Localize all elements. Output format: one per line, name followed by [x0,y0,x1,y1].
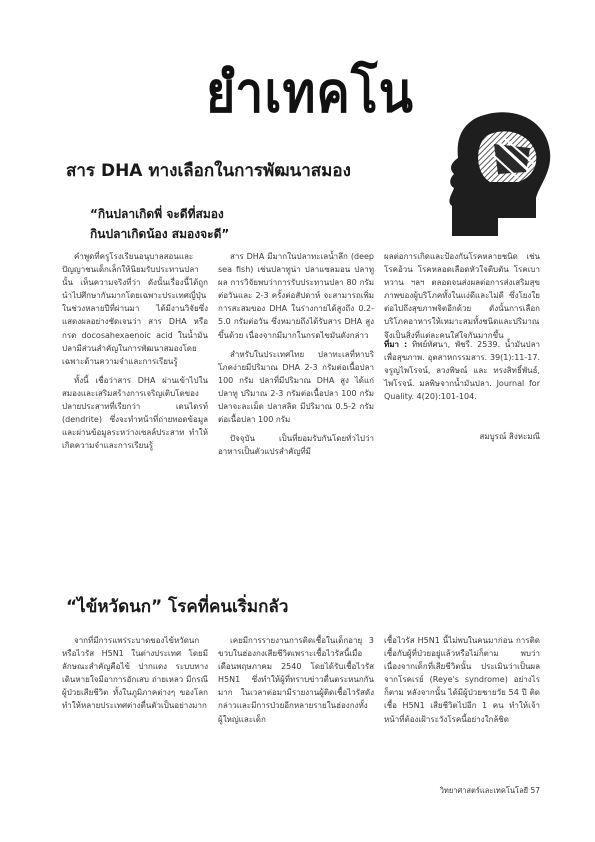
reference-lead: ที่มา : [384,340,408,349]
pull-quote-line: “กินปลาเกิดพี่ จะดีที่สมอง [90,207,224,221]
article1-reference [384,338,540,430]
article2-column-2 [218,634,374,774]
paragraph: คำพูดที่ครูโรงเรียนอนุบาลสอนและปัญญาชนเด็กเล็กให้นิยมรับประทานปลานั้น เห็นความจริงที่ว่า ดังนั้นเรื่องนี้ได้ถูกนำไปศึกษากันมากโดยเฉพาะประเทศญี่ปุ่นในช่วงหลายปีที่ผ่านมา ได้มีงานวิจัยซึ่งแสดงผลอย่างชัดเจนว่า สาร DHA หรือกรด docosahexaenoic acid ในน้ำมันปลามีส่วนสำคัญในการพัฒนาสมองโดยเฉพาะด้านความจำและการเรียนรู้ [62,252,208,366]
article-title-dha: สาร DHA ทางเลือกในการพัฒนาสมอง [66,161,351,181]
paragraph: สำหรับในประเทศไทย ปลาทะเลที่หาบริโภคง่ายมีปริมาณ DHA 2-3 กรัมต่อเนื้อปลา 100 กรัม ปลาที่มีปริมาณ DHA สูง ได้แก่ ปลาทู ปริมาณ 2-3 กรัมต่อเนื้อปลา 100 กรัม ปลาจะละเม็ด ปลาสลิด มีปริมาณ 0.5-2 กรัมต่อเนื้อปลา 100 กรัม [218,349,374,425]
article-title-bird-flu: “ไข้หวัดนก” โรคที่คนเริ่มกลัว [66,597,289,617]
article1-column-2 [218,250,374,457]
article1-column-3 [384,250,540,340]
paragraph: ทั้งนี้ เชื่อว่าสาร DHA ผ่านเข้าไปในสมองและเสริมสร้างการเจริญเติบโตของปลายประสาทที่เรียกว่า เดนไดรท์ (dendrite) ซึ่งจะทำหน้าที่ถ่ายทอดข้อมูลและผ่านข้อมูลระหว่างเซลล์ประสาท ทำให้เกิดความจำและการเรียนรู้ [62,375,208,451]
paragraph: สาร DHA มีมากในปลาทะเลน้ำลึก (deep sea fish) เช่นปลาทูน่า ปลาแซลมอน ปลาทู ผล การวิจัยพบว่าการรับประทานปลา 80 กรัมต่อวันและ 2-3 ครั้งต่อสัปดาห์ จะสามารถเพิ่มการสะสมของ DHA ในร่างกายได้สูงถึง 0.2-5.0 กรัมต่อวัน ซึ่งหมายถึงได้รับสาร DHA สูงขึ้นด้วย เนื่องจากมีมากในกรดไขมันดังกล่าว [218,252,374,340]
paragraph: เชื้อไวรัส H5N1 นี้ไม่พบในคนมาก่อน การติดเชื้อกับผู้ที่ป่วยอยู่แล้วหรือไม่ก็ตาม พบว่า เนื่องจากเด็กที่เสียชีวิตนั้น ประเมินว่าเป็นผลจากโรคเรย์ (Reye's syndrome) อย่างไรก็ตาม หลังจากนั้น ได้มีผู้ป่วยชายวัย 54 ปี ติดเชื้อ H5N1 เสียชีวิตไปอีก 1 คน ทำให้เจ้าหน้าที่ต้องเฝ้าระวังโรคนี้อย่างใกล้ชิด [384,636,540,724]
human-head-profile-icon [446,108,558,240]
article1-credit [384,430,540,452]
author-credit: สมบูรณ์ สิงหะมณี [479,432,540,441]
article-pull-quote [90,204,310,244]
paragraph: ปัจจุบัน เป็นที่ยอมรับกันโดยทั่วไปว่าอาหารเป็นตัวแปรสำคัญที่มี [218,434,374,457]
paragraph: เคยมีการรายงานการติดเชื้อในเด็กอายุ 3 ขวบในฮ่องกงเสียชีวิตเพราะเชื้อไวรัสนี้เมื่อเดือนพฤษภาคม 2540 โดยได้รับเชื้อไวรัส H5N1 ซึ่งทำให้ผู้ที่ทราบข่าวตื่นตระหนกกันมาก ในเวลาต่อมามีรายงานผู้ติดเชื้อไวรัสดังกล่าวและมีการป่วยอีกหลายรายในฮ่องกงทั้งผู้ใหญ่และเด็ก [218,636,374,724]
masthead-title: ยำเทคโน [206,59,414,125]
reference-text: ทิพย์ทัศนา, พัชรี. 2539. น้ำมันปลา เพื่อสุขภาพ. อุตสาหกรรมสาร. 39(1):11-17. จรูญไพโรจน์, ลวงพิษณ์ และ ทรงสิทธิ์พันธ์, ไพโรจน์. มลพิษจากน้ำมันปลา. Journal for Quality. 4(20):101-104. [384,340,541,402]
paragraph: จากที่มีการแพร่ระบาดของไข้หวัดนกหรือไวรัส H5N1 ในต่างประเทศ โดยมีลักษณะสำคัญคือไข้ ปากแดง ระบบทางเดินหายใจมีอาการอักเสบ ถ่ายเหลว มีกรณีผู้ป่วยเสียชีวิต ทั้งในภูมิภาคต่างๆ ของโลก ทำให้หลายประเทศต่างตื่นตัวเป็นอย่างมาก [62,636,208,711]
article2-column-3 [384,634,540,774]
paragraph: ผลต่อการเกิดและป้องกันโรคหลายชนิด เช่น โรคอ้วน โรคหลอดเลือดหัวใจตีบตัน โรคเบาหวาน ฯลฯ ตลอดจนส่งผลต่อการส่งเสริมสุขภาพของผู้บริโภคทั้งในแง่ดีและไม่ดี ซึ่งโยงใยต่อไปถึงสุขภาพจิตอีกด้วย ดังนั้นการเลือกบริโภคอาหารให้เหมาะสมทั้งชนิดและปริมาณ จึงเป็นสิ่งที่แต่ละคนใส่ใจกันมากขึ้น [384,252,540,340]
article1-column-1 [62,250,208,451]
pull-quote-line: กินปลาเกิดน้อง สมองจะดี” [90,227,230,241]
article2-column-1 [62,634,208,774]
page-footer: วิทยาศาสตร์และเทคโนโลยี 57 [439,786,540,795]
